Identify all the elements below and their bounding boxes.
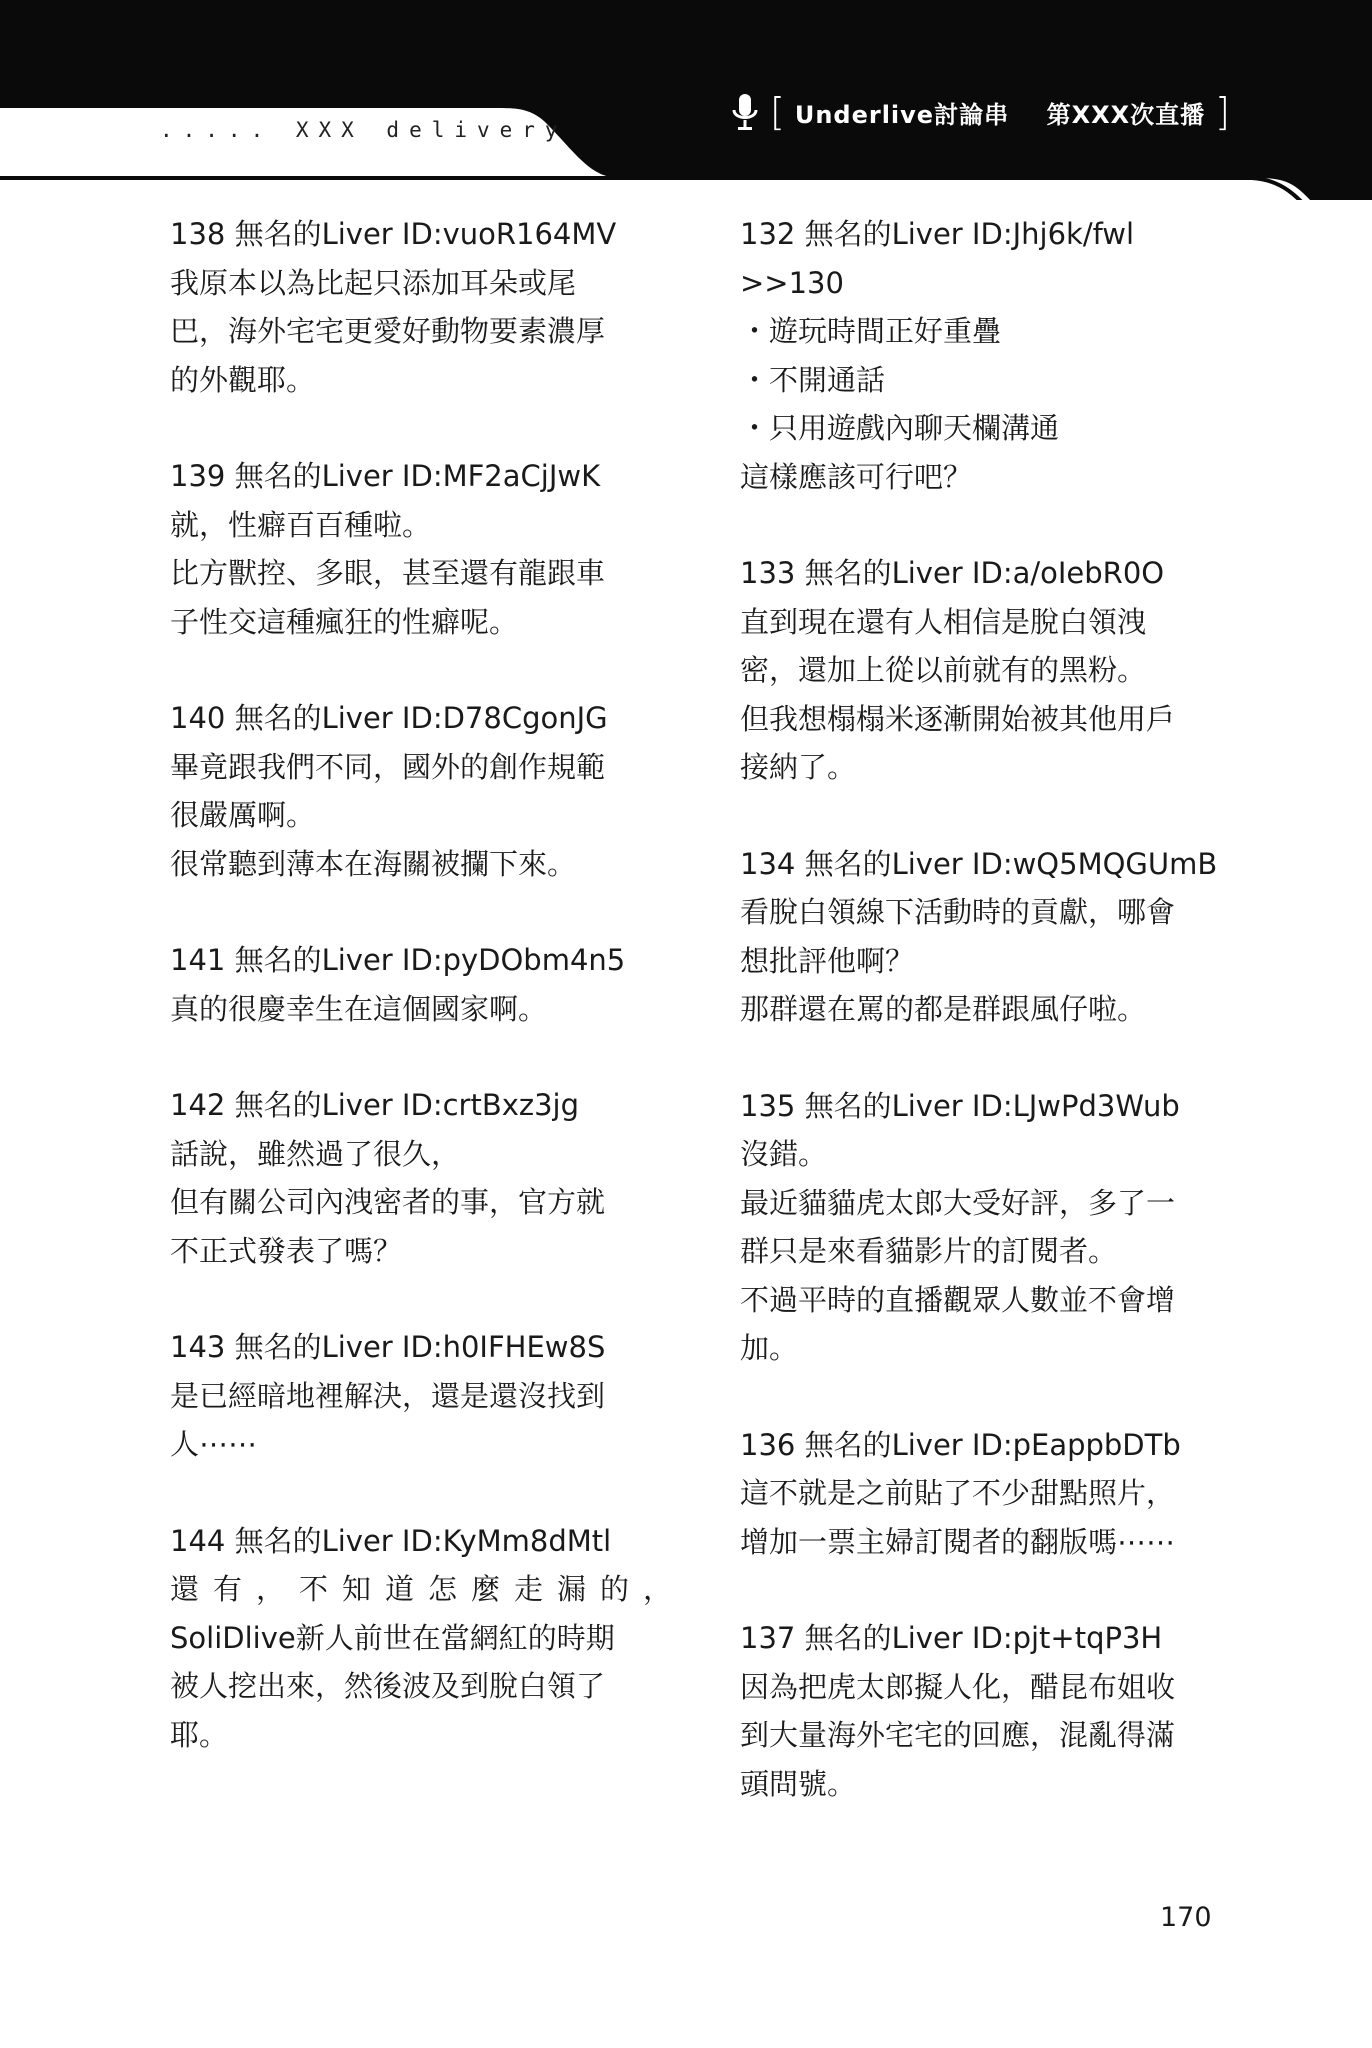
post-line: 比方獸控、多眼，甚至還有龍跟車 xyxy=(170,556,606,590)
post-line: 群只是來看貓影片的訂閱者。 xyxy=(740,1234,1118,1268)
right-column xyxy=(740,210,1230,1856)
post-header: 142 無名的Liver ID:crtBxz3jg xyxy=(170,1088,580,1122)
post-line: 人⋯⋯ xyxy=(170,1427,258,1461)
post xyxy=(740,1082,1230,1373)
post-line: 但有關公司內洩密者的事，官方就 xyxy=(170,1185,606,1219)
delivery-tag: ..... XXX delivery xyxy=(160,118,568,142)
close-bracket: ] xyxy=(1215,90,1230,134)
post-header: 133 無名的Liver ID:a/oIebR0O xyxy=(740,556,1165,590)
post-line: 直到現在還有人相信是脫白領洩 xyxy=(740,604,1147,639)
post-line: 因為把虎太郎擬人化，醋昆布姐收 xyxy=(740,1669,1176,1704)
post-line: 耶。 xyxy=(170,1717,229,1752)
post xyxy=(740,840,1230,1034)
open-bracket: [ xyxy=(770,90,785,134)
post-line: 子性交這種瘋狂的性癖呢。 xyxy=(170,604,519,639)
episode-label: 第XXX次直播 xyxy=(1046,100,1206,129)
post-header: 134 無名的Liver ID:wQ5MQGUmB xyxy=(740,846,1218,881)
post-line: 看脫白領線下活動時的貢獻，哪會 xyxy=(740,895,1176,929)
post xyxy=(170,1081,660,1275)
post-line: 到大量海外宅宅的回應，混亂得滿 xyxy=(740,1718,1176,1752)
post-line: >>130 xyxy=(740,265,844,300)
post-header: 138 無名的Liver ID:vuoR164MV xyxy=(170,217,617,251)
thread-title xyxy=(730,82,1230,142)
post xyxy=(170,694,660,888)
post xyxy=(170,1517,687,1760)
post-line: ・遊玩時間正好重疊 xyxy=(740,314,1002,348)
post-line: 被人挖出來，然後波及到脫白領了 xyxy=(170,1669,606,1703)
post-header: 136 無名的Liver ID:pEappbDTb xyxy=(740,1427,1181,1462)
post-line: 就，性癖百百種啦。 xyxy=(170,507,432,542)
post-line: 頭問號。 xyxy=(740,1766,857,1801)
post xyxy=(170,936,660,1033)
post-header: 140 無名的Liver ID:D78CgonJG xyxy=(170,701,608,735)
post-line: 不正式發表了嗎？ xyxy=(170,1233,403,1268)
post-line: 我原本以為比起只添加耳朵或尾 xyxy=(170,265,577,300)
post xyxy=(740,1421,1230,1567)
post xyxy=(740,210,1230,501)
post-line: 想批評他啊？ xyxy=(740,943,915,978)
post-line: 沒錯。 xyxy=(740,1137,828,1171)
post-line: 不過平時的直播觀眾人數並不會增 xyxy=(740,1282,1176,1317)
post-header: 143 無名的Liver ID:h0IFHEw8S xyxy=(170,1330,606,1364)
post-line: 那群還在罵的都是群跟風仔啦。 xyxy=(740,992,1147,1026)
post-line: 真的很慶幸生在這個國家啊。 xyxy=(170,991,548,1026)
post xyxy=(170,210,660,404)
post-line: 是已經暗地裡解決，還是還沒找到 xyxy=(170,1378,606,1413)
page-number: 170 xyxy=(1160,1902,1212,1933)
post-line: 但我想榻榻米逐漸開始被其他用戶 xyxy=(740,701,1176,736)
post-line: 這樣應該可行吧？ xyxy=(740,459,973,494)
post-header: 139 無名的Liver ID:MF2aCjJwK xyxy=(170,459,601,493)
post-header: 135 無名的Liver ID:LJwPd3Wub xyxy=(740,1088,1180,1123)
post xyxy=(740,549,1230,792)
post-header: 137 無名的Liver ID:pjt+tqP3H xyxy=(740,1621,1163,1655)
post-header: 144 無名的Liver ID:KyMm8dMtl xyxy=(170,1523,612,1558)
post xyxy=(740,1614,1230,1808)
post-line: 接納了。 xyxy=(740,750,857,784)
post xyxy=(170,1323,660,1469)
post-line: 這不就是之前貼了不少甜點照片， xyxy=(740,1476,1176,1510)
post-line: 很嚴厲啊。 xyxy=(170,798,316,832)
post-line: 還有，不知道怎麼走漏的， xyxy=(170,1572,687,1606)
post-line: 增加一票主婦訂閱者的翻版嗎⋯⋯ xyxy=(740,1524,1176,1559)
post-line: 加。 xyxy=(740,1331,799,1365)
post-header: 141 無名的Liver ID:pyDObm4n5 xyxy=(170,943,626,977)
post-line: 密，還加上從以前就有的黑粉。 xyxy=(740,653,1147,687)
post-line: 畢竟跟我們不同，國外的創作規範 xyxy=(170,749,606,784)
post-line: ・只用遊戲內聊天欄溝通 xyxy=(740,411,1060,445)
thread-name: Underlive討論串 xyxy=(794,100,1010,129)
post-line: ・不開通話 xyxy=(740,362,886,397)
microphone-icon xyxy=(730,92,760,132)
post-line: 話說，雖然過了很久， xyxy=(170,1136,461,1171)
post-line: 最近貓貓虎太郎大受好評，多了一 xyxy=(740,1185,1176,1220)
post-line: 很常聽到薄本在海關被攔下來。 xyxy=(170,846,577,881)
post-header: 132 無名的Liver ID:Jhj6k/fwl xyxy=(740,217,1135,251)
post-line: 巴，海外宅宅更愛好動物要素濃厚 xyxy=(170,314,606,348)
left-column xyxy=(170,210,687,1807)
post xyxy=(170,452,660,646)
post-line: 的外觀耶。 xyxy=(170,362,316,397)
post-line: SoliDlive新人前世在當網紅的時期 xyxy=(170,1620,615,1655)
